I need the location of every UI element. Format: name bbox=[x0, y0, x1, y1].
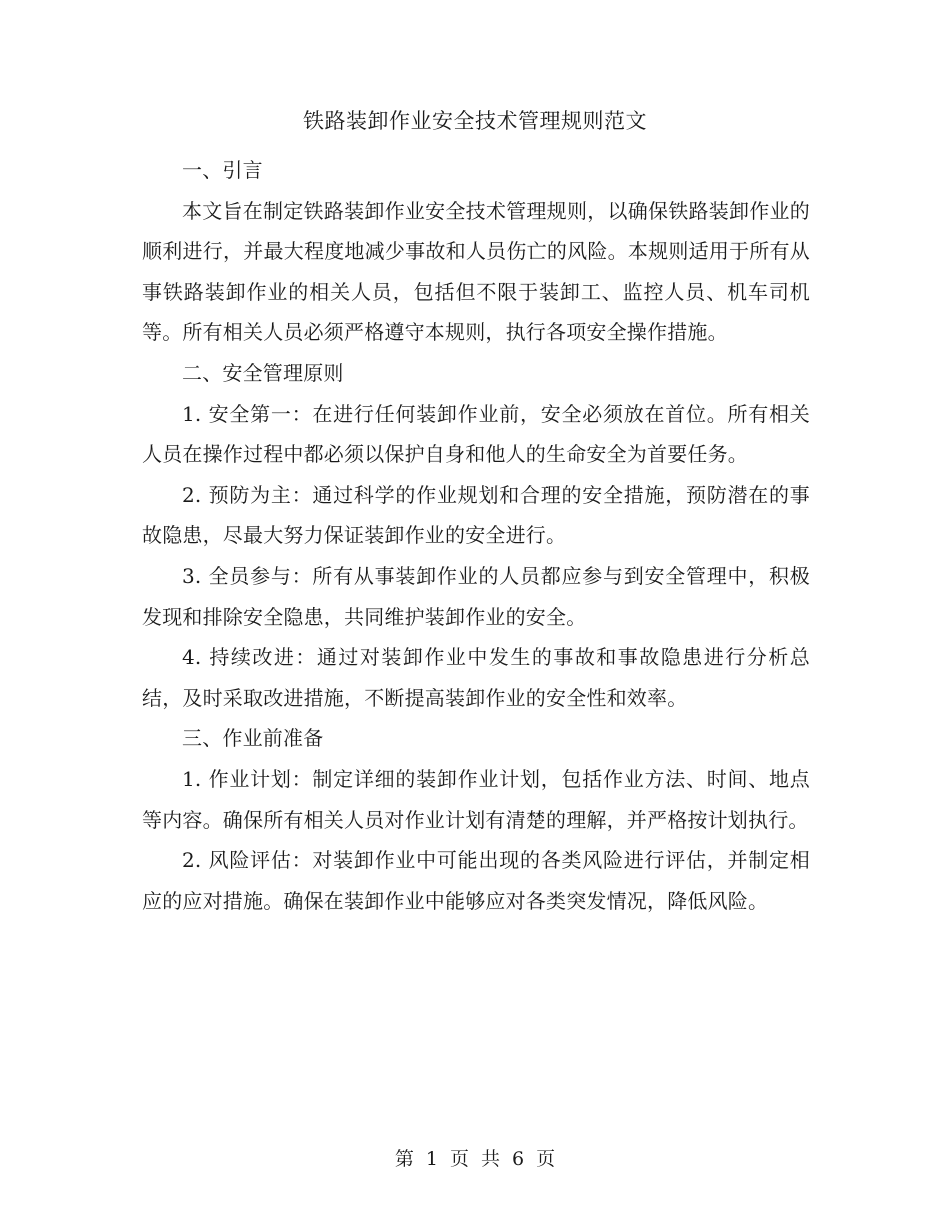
document-body bbox=[142, 150, 810, 921]
section-heading-principles: 二、安全管理原则 bbox=[182, 360, 344, 385]
section-heading-introduction: 一、引言 bbox=[182, 158, 263, 182]
paragraph-principle-1: 1. 安全第一：在进行任何装卸作业前，安全必须放在首位。所有相关人员在操作过程中都必须以保护自身和他人的生命安全为首要任务。 bbox=[142, 401, 810, 467]
paragraph-principle-2: 2. 预防为主：通过科学的作业规划和合理的安全措施，预防潜在的事故隐患，尽最大努力保证装卸作业的安全进行。 bbox=[142, 482, 810, 548]
paragraph-preparation-2: 2. 风险评估：对装卸作业中可能出现的各类风险进行评估，并制定相应的应对措施。确保在装卸作业中能够应对各类突发情况，降低风险。 bbox=[142, 848, 810, 913]
document-title: 铁路装卸作业安全技术管理规则范文 bbox=[303, 109, 647, 133]
page-number-footer: 第 1 页 共 6 页 bbox=[394, 1148, 556, 1170]
paragraph-introduction: 本文旨在制定铁路装卸作业安全技术管理规则，以确保铁路装卸作业的顺利进行，并最大程度地减少事故和人员伤亡的风险。本规则适用于所有从事铁路装卸作业的相关人员，包括但不限于装卸工、监控人员、机车司机等。所有相关人员必须严格遵守本规则，执行各项安全操作措施。 bbox=[142, 198, 810, 345]
paragraph-principle-3: 3. 全员参与：所有从事装卸作业的人员都应参与到安全管理中，积极发现和排除安全隐患，共同维护装卸作业的安全。 bbox=[142, 563, 810, 629]
paragraph-principle-4: 4. 持续改进：通过对装卸作业中发生的事故和事故隐患进行分析总结，及时采取改进措施，不断提高装卸作业的安全性和效率。 bbox=[142, 645, 810, 710]
section-heading-preparation: 三、作业前准备 bbox=[182, 726, 324, 751]
paragraph-preparation-1: 1. 作业计划：制定详细的装卸作业计划，包括作业方法、时间、地点等内容。确保所有相关人员对作业计划有清楚的理解，并严格按计划执行。 bbox=[142, 766, 810, 832]
